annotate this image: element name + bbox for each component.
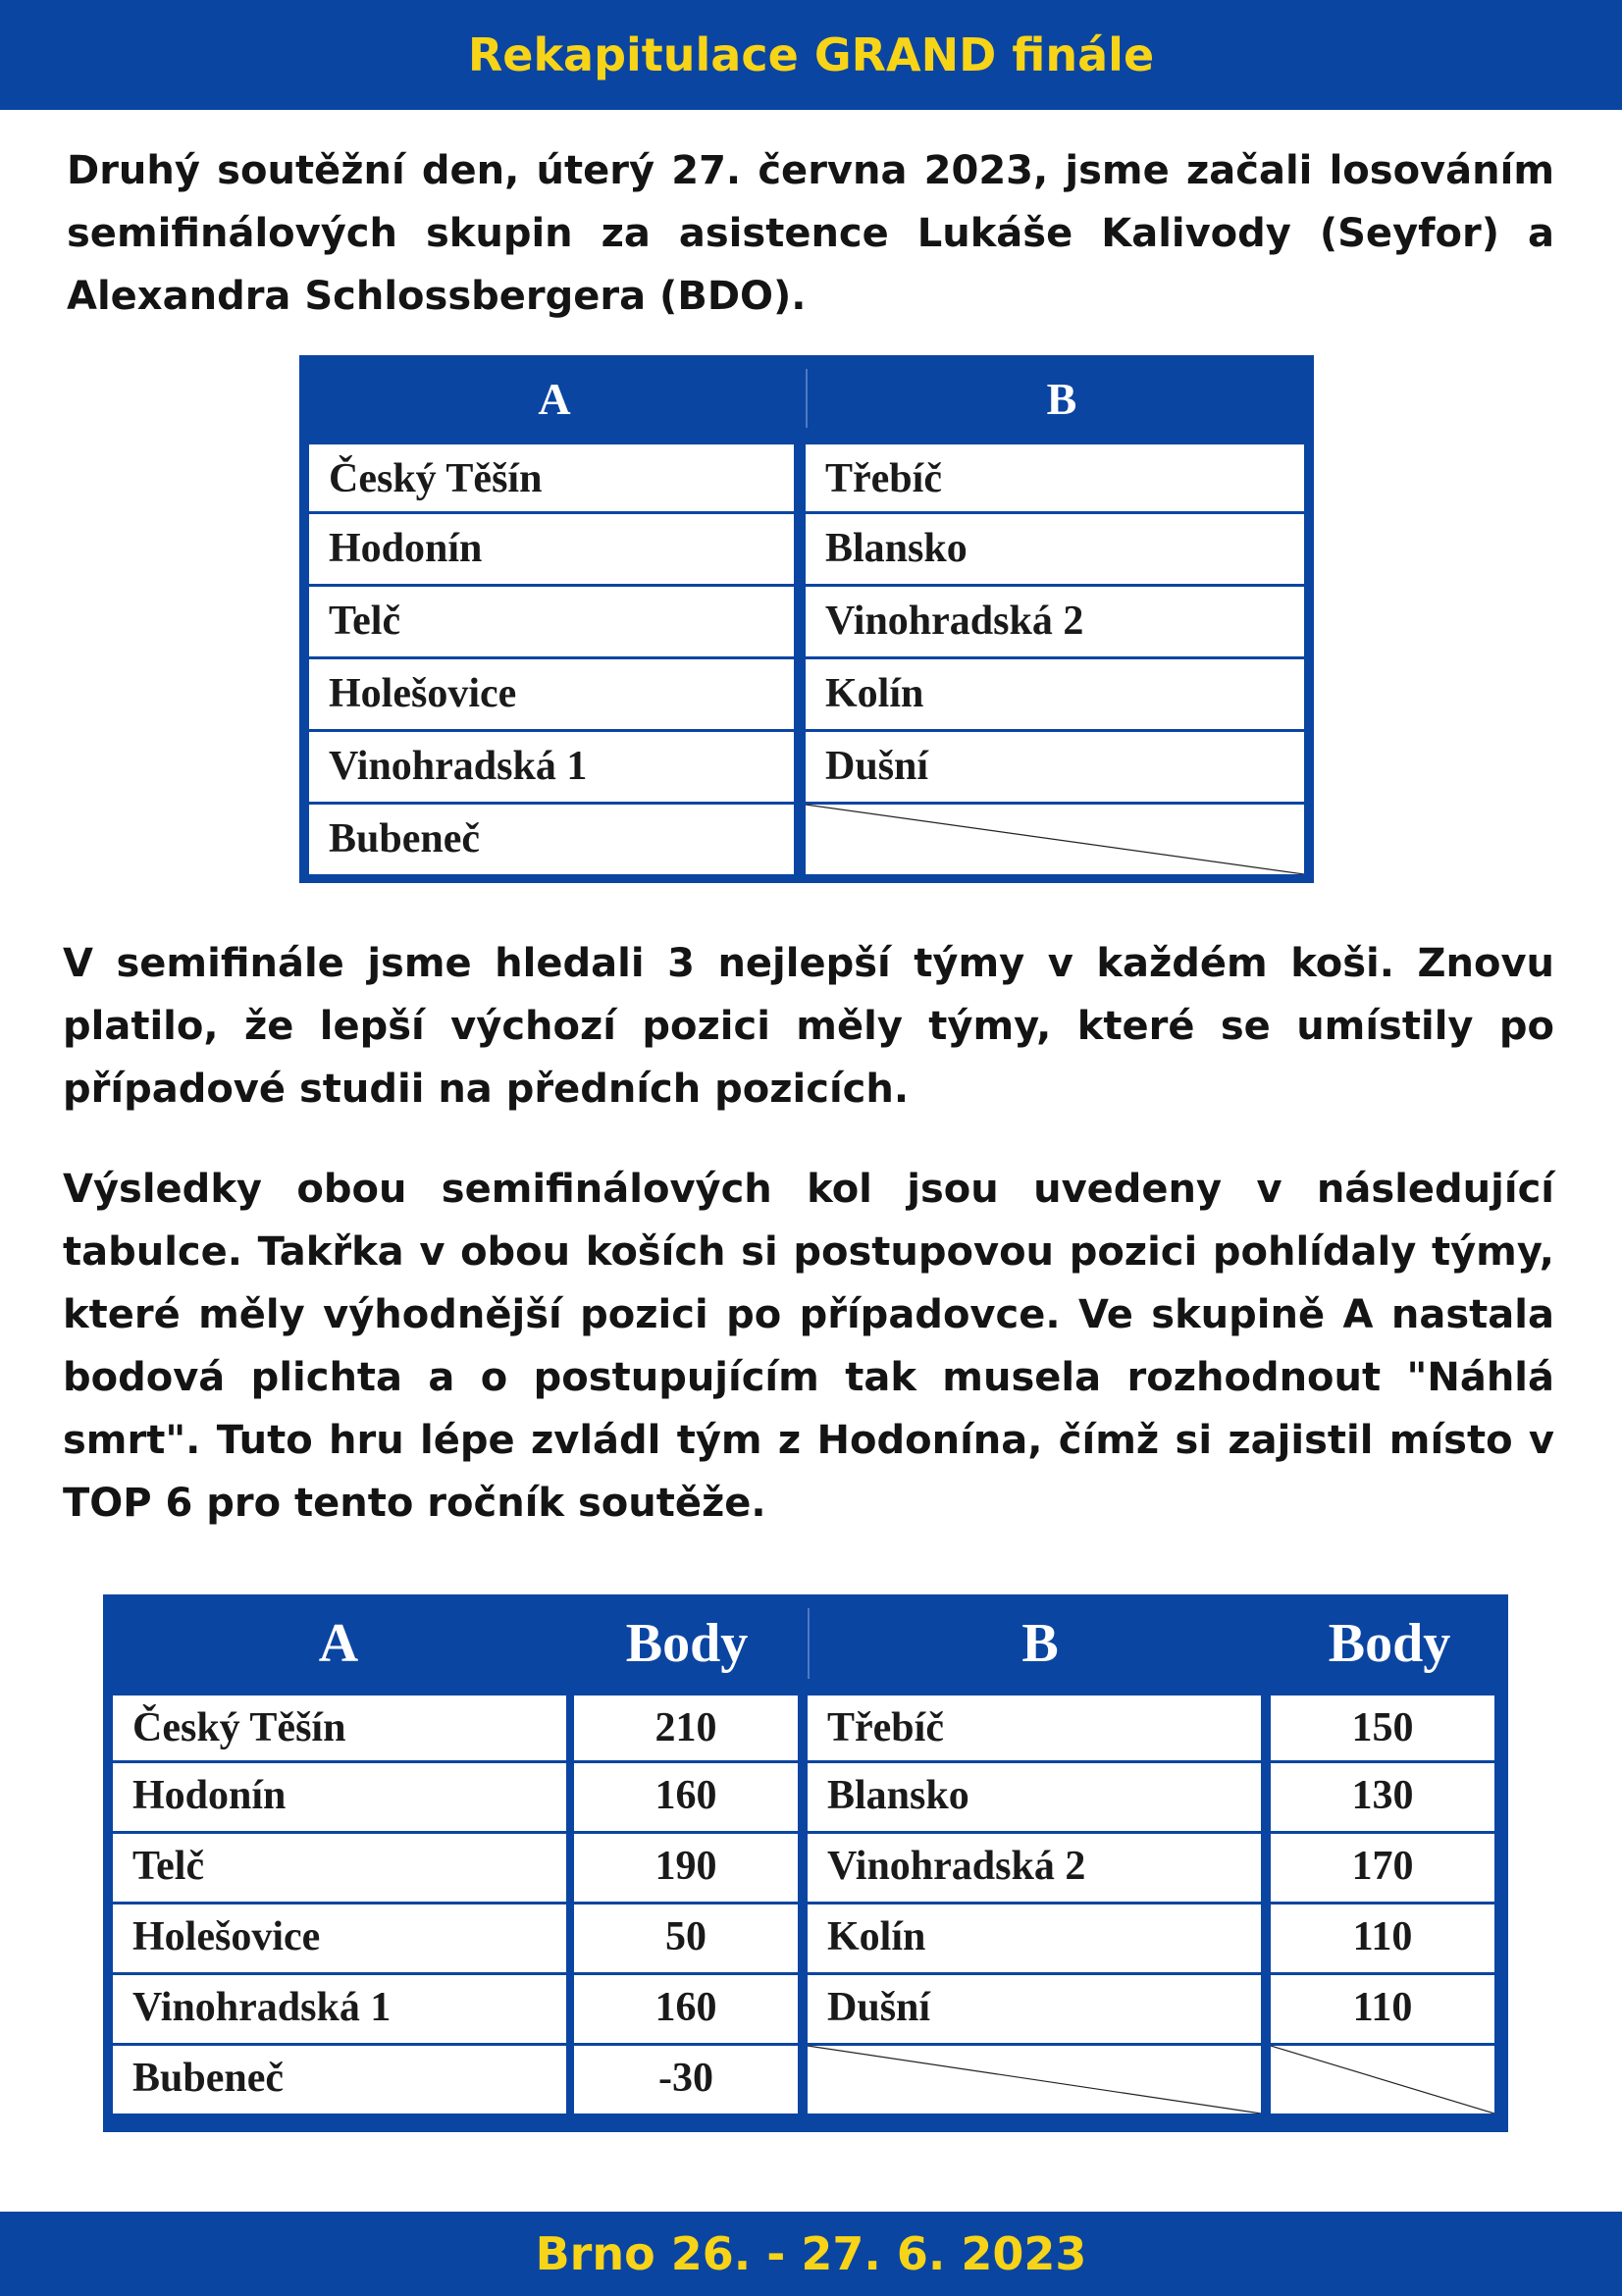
semifinal-paragraph: V semifinále jsme hledali 3 nejlepší týmy v každém koši. Znovu platilo, že lepší výchozí pozici měly týmy, které se umístily po případové studii na předních pozicích.	[63, 941, 1554, 1112]
draw-header-b: B	[1046, 373, 1077, 424]
draw-cell-group-a: Telč	[309, 587, 794, 656]
page-footer	[0, 2212, 1622, 2296]
results-header-body-a: Body	[625, 1613, 749, 1674]
results-paragraph: Výsledky obou semifinálových kol jsou uvedeny v následující tabulce. Takřka v obou koších si postupovou pozici pohlídaly týmy, které měly výhodnější pozici po případovce. Ve skupině A nastala bodová plichta a o postupujícím tak musela rozhodnout "Náhlá smrt". Tuto hru lépe zvládl tým z Hodonína, čímž si zajistil místo v TOP 6 pro tento ročník soutěže.	[63, 1167, 1554, 1526]
draw-cell-group-b: Třebíč	[806, 444, 1304, 511]
draw-cell-group-a: Hodonín	[309, 514, 794, 584]
result-team-a: Vinohradská 1	[113, 1975, 566, 2043]
result-points-a: 190	[574, 1834, 798, 1902]
results-header-a: A	[318, 1613, 359, 1674]
empty-cell-diagonal	[806, 805, 1304, 874]
result-points-b: 170	[1271, 1834, 1494, 1902]
result-points-b: 110	[1271, 1905, 1494, 1972]
result-points-a: 160	[574, 1975, 798, 2043]
draw-cell-group-a: Holešovice	[309, 659, 794, 729]
result-points-b: 150	[1271, 1696, 1494, 1760]
draw-cell-group-a: Český Těšín	[309, 444, 794, 511]
empty-cell-diagonal	[1271, 2046, 1494, 2113]
result-team-b: Dušní	[808, 1975, 1261, 2043]
result-team-a: Telč	[113, 1834, 566, 1902]
draw-cell-group-b	[806, 805, 1304, 874]
draw-cell-group-b: Blansko	[806, 514, 1304, 584]
result-team-b: Třebíč	[808, 1696, 1261, 1760]
result-points-a: 210	[574, 1696, 798, 1760]
result-team-a: Holešovice	[113, 1905, 566, 1972]
footer-text: Brno 26. - 27. 6. 2023	[535, 2227, 1087, 2280]
result-team-b: Kolín	[808, 1905, 1261, 1972]
result-points-b	[1271, 2046, 1494, 2113]
result-points-a: 50	[574, 1905, 798, 1972]
draw-cell-group-b: Kolín	[806, 659, 1304, 729]
semifinal-results-table	[103, 1594, 1508, 2132]
draw-cell-group-b: Dušní	[806, 732, 1304, 802]
result-team-b: Blansko	[808, 1763, 1261, 1831]
result-team-b	[808, 2046, 1261, 2113]
results-header-b: B	[1021, 1613, 1059, 1674]
draw-cell-group-a: Vinohradská 1	[309, 732, 794, 802]
intro-paragraph: Druhý soutěžní den, úterý 27. června 2023, jsme začali losováním semifinálových skupin za asistence Lukáše Kalivody (Seyfor) a Alexandra Schlossbergera (BDO).	[67, 148, 1554, 319]
result-points-a: -30	[574, 2046, 798, 2113]
empty-cell-diagonal	[808, 2046, 1261, 2113]
draw-cell-group-a: Bubeneč	[309, 805, 794, 874]
result-points-b: 110	[1271, 1975, 1494, 2043]
result-team-a: Hodonín	[113, 1763, 566, 1831]
results-header-body-b: Body	[1328, 1613, 1451, 1674]
semifinal-draw-table	[299, 355, 1314, 883]
result-points-b: 130	[1271, 1763, 1494, 1831]
result-team-b: Vinohradská 2	[808, 1834, 1261, 1902]
draw-header-a: A	[538, 373, 571, 424]
draw-cell-group-b: Vinohradská 2	[806, 587, 1304, 656]
page-header	[0, 0, 1622, 110]
result-points-a: 160	[574, 1763, 798, 1831]
header-divider	[806, 369, 808, 428]
header-title: Rekapitulace GRAND finále	[467, 28, 1155, 81]
result-team-a: Český Těšín	[113, 1696, 566, 1760]
result-team-a: Bubeneč	[113, 2046, 566, 2113]
